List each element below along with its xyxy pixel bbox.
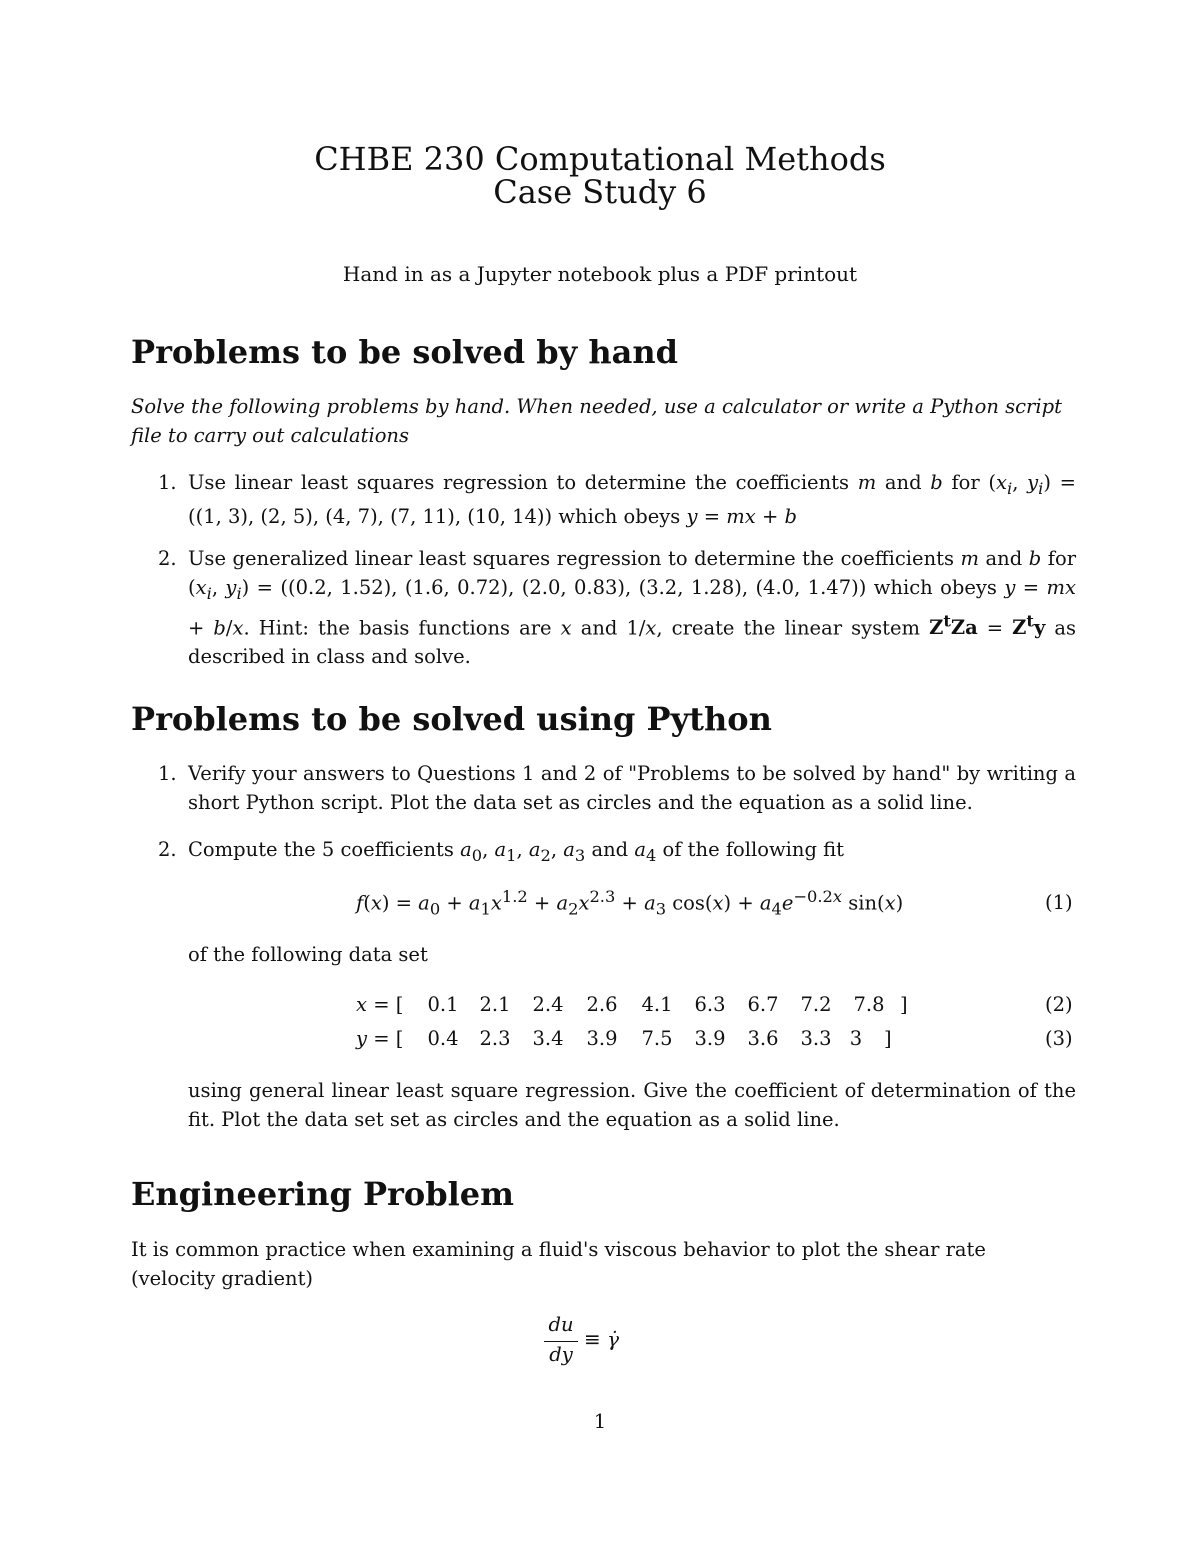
x-value: 0.1 [427, 993, 459, 1016]
python-problem-1-text: Verify your answers to Questions 1 and 2 of "Problems to be solved by hand" by writing a short Python script. Plot the data set as circles and the equation as a solid line. [188, 762, 1076, 814]
engineering-text: It is common practice when examining a fluid's viscous behavior to plot the shear rate (velocity gradient) [131, 1238, 986, 1290]
equation-number: (1) [1045, 891, 1073, 914]
list-number: 1. [158, 471, 177, 494]
list-number: 2. [158, 838, 177, 861]
y-value: 0.4 [427, 1027, 459, 1050]
equation-number: (3) [1045, 1027, 1073, 1050]
fit-equation: $f(x) = a_0 + a_1x^{1.2} + a_2x^{2.3} + a_3$ $\cos(x) + a_4e^{-0.2x}$ sin(x) [356, 887, 904, 919]
data-set-intro: of the following data set [188, 943, 428, 966]
x-value: 4.1 [641, 993, 673, 1016]
x-value: 6.7 [747, 993, 779, 1016]
y-value: 3 [849, 1027, 863, 1050]
x-value: 2.4 [532, 993, 564, 1016]
section-heading-python: Problems to be solved using Python [131, 700, 772, 738]
page-title: CHBE 230 Computational Methods [314, 140, 886, 178]
y-value: 3.3 [800, 1027, 832, 1050]
section-intro: Solve the following problems by hand. When needed, use a calculator or write a Python script file to carry out calculations [131, 395, 1062, 447]
equation-number: (2) [1045, 993, 1073, 1016]
x-value: 7.2 [800, 993, 832, 1016]
page-number: 1 [593, 1410, 607, 1433]
y-value: 3.9 [586, 1027, 618, 1050]
problem-2-text: Use generalized linear least squares regression to determine the coefficients m and b for ($x_i$, $y_i) = ((0.2$, 1.52), (1.6, 0.72), (2.0, 0.83), (3.2, 1.28), (4.0, 1.47)) which obeys y = mx + b/x. Hint: the basis functions are x and 1/x, create the linear system $Z^tZa = Z^ty$ as described in class and solve. [188, 547, 1077, 668]
y-data-row: y = [ 0.4 2.3 3.4 3.9 7.5 3.9 3.6 3.3 3 ] [356, 1027, 892, 1050]
problem-1-text: Use linear least squares regression to determine the coefficients m and b for ($x_i$, $y_i) = ((1$, 3), (2, 5), (4, 7), (7, 11), (10, 14)) which obeys y = mx + b [188, 471, 1076, 529]
y-value: 3.4 [532, 1027, 564, 1050]
y-value: 3.6 [747, 1027, 779, 1050]
x-value: 6.3 [694, 993, 726, 1016]
regression-instructions: using general linear least square regression. Give the coefficient of determination of the fit. Plot the data set set as circles and the equation as a solid line. [188, 1079, 1076, 1131]
instructions: Hand in as a Jupyter notebook plus a PDF printout [342, 262, 858, 286]
y-value: 2.3 [479, 1027, 511, 1050]
list-number: 1. [158, 762, 177, 785]
y-value: 3.9 [694, 1027, 726, 1050]
section-heading-by-hand: Problems to be solved by hand [131, 333, 679, 371]
x-value: 7.8 [853, 993, 885, 1016]
x-value: 2.1 [479, 993, 511, 1016]
section-heading-engineering: Engineering Problem [131, 1175, 514, 1213]
y-value: 7.5 [641, 1027, 673, 1050]
python-problem-2-text: Compute the 5 coefficients $a_0$, $a_1$, $a_2$, $a_3$ and $a_4$ of the following fit [188, 838, 845, 865]
x-value: 2.6 [586, 993, 618, 1016]
list-number: 2. [158, 547, 177, 570]
page-subtitle: Case Study 6 [493, 173, 707, 211]
shear-rate-equation: du dy ≡ γ̇ [540, 1313, 660, 1373]
x-data-row: x = [ 0.1 2.1 2.4 2.6 4.1 6.3 6.7 7.2 7.8 ] [356, 993, 908, 1016]
